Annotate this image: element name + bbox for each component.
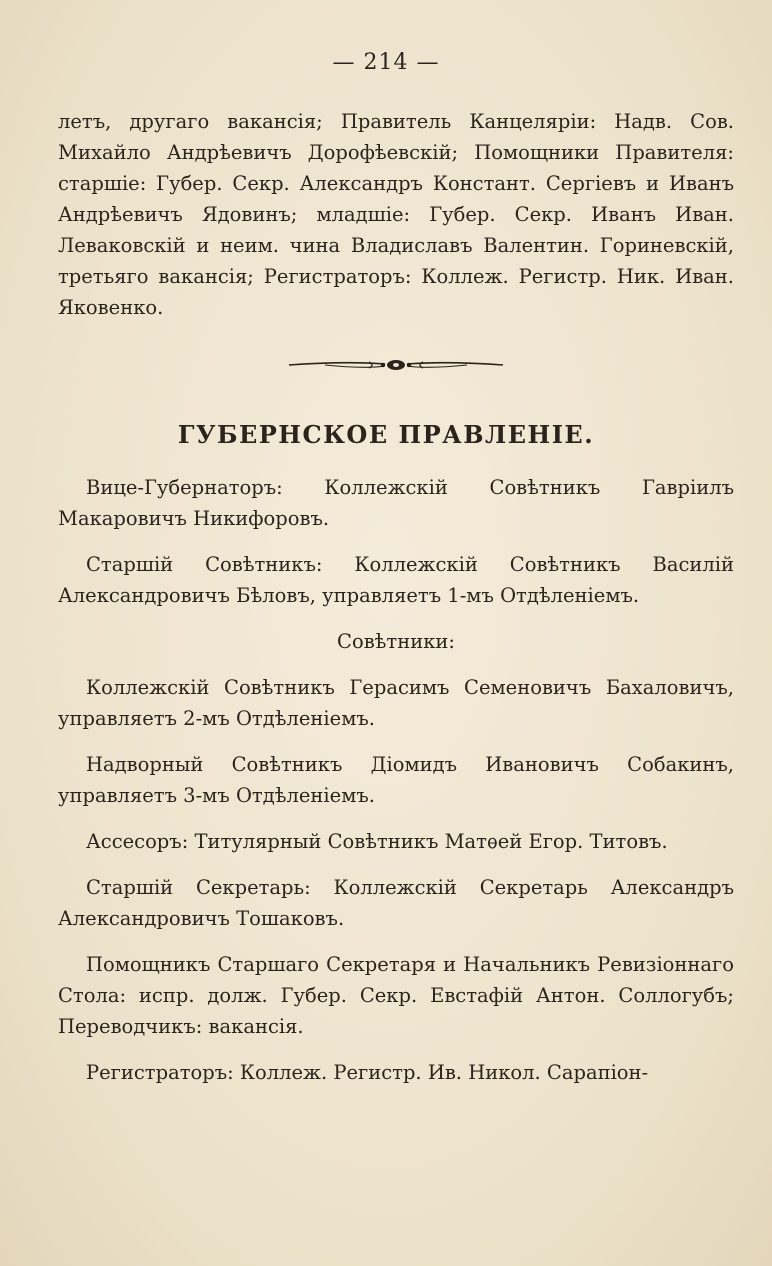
section-heading: ГУБЕРНСКОЕ ПРАВЛЕНІЕ. (177, 420, 595, 449)
entry-senior-secretary: Старшій Секретарь: Коллежскій Секретарь Александръ Александровичъ Тошаковъ. (58, 876, 734, 930)
ornamental-divider (285, 352, 507, 378)
entry-vice-governor: Вице-Губернаторъ: Коллежскій Совѣтникъ Гавріилъ Макаровичъ Никифоровъ. (58, 476, 734, 530)
entry-councillor-sobakin: Надворный Совѣтникъ Діомидъ Ивановичъ Собакинъ, управляетъ 3-мъ Отдѣленіемъ. (58, 753, 734, 807)
entry-assessor: Ассесоръ: Титулярный Совѣтникъ Матѳей Егор. Титовъ. (86, 830, 668, 853)
text-block-top (58, 106, 734, 323)
entry-assistant-secretary: Помощникъ Старшаго Секретаря и Начальникъ Ревизіоннаго Стола: испр. долж. Губер. Секр. Евстафій Антон. Соллогубъ; Переводчикъ: вакансія. (58, 953, 734, 1038)
paragraph-continuation: летъ, другаго вакансія; Правитель Канцеляріи: Надв. Сов. Михайло Андрѣевичъ Дорофѣевскій; Помощники Правителя: старшіе: Губер. Секр. Александръ Констант. Сергіевъ и Иванъ Андрѣевичъ Ядовинъ; младшіе: Губер. Секр. Иванъ Иван. Леваковскій и неим. чина Владиславъ Валентин. Гориневскій, третьяго вакансія; Регистраторъ: Коллеж. Регистр. Ник. Иван. Яковенко. (58, 110, 734, 319)
entry-councillor-bakhalovich: Коллежскій Совѣтникъ Герасимъ Семеновичъ Бахаловичъ, управляетъ 2-мъ Отдѣленіемъ. (58, 676, 734, 730)
entry-senior-councillor: Старшій Совѣтникъ: Коллежскій Совѣтникъ Василій Александровичъ Бѣловъ, управляетъ 1-мъ Отдѣленіемъ. (58, 553, 734, 607)
entry-registrar: Регистраторъ: Коллеж. Регистр. Ив. Никол. Сарапіон- (86, 1061, 649, 1084)
text-block-main (58, 472, 734, 1088)
page-number: — 214 — (332, 50, 440, 75)
councillors-subheading: Совѣтники: (337, 630, 455, 653)
